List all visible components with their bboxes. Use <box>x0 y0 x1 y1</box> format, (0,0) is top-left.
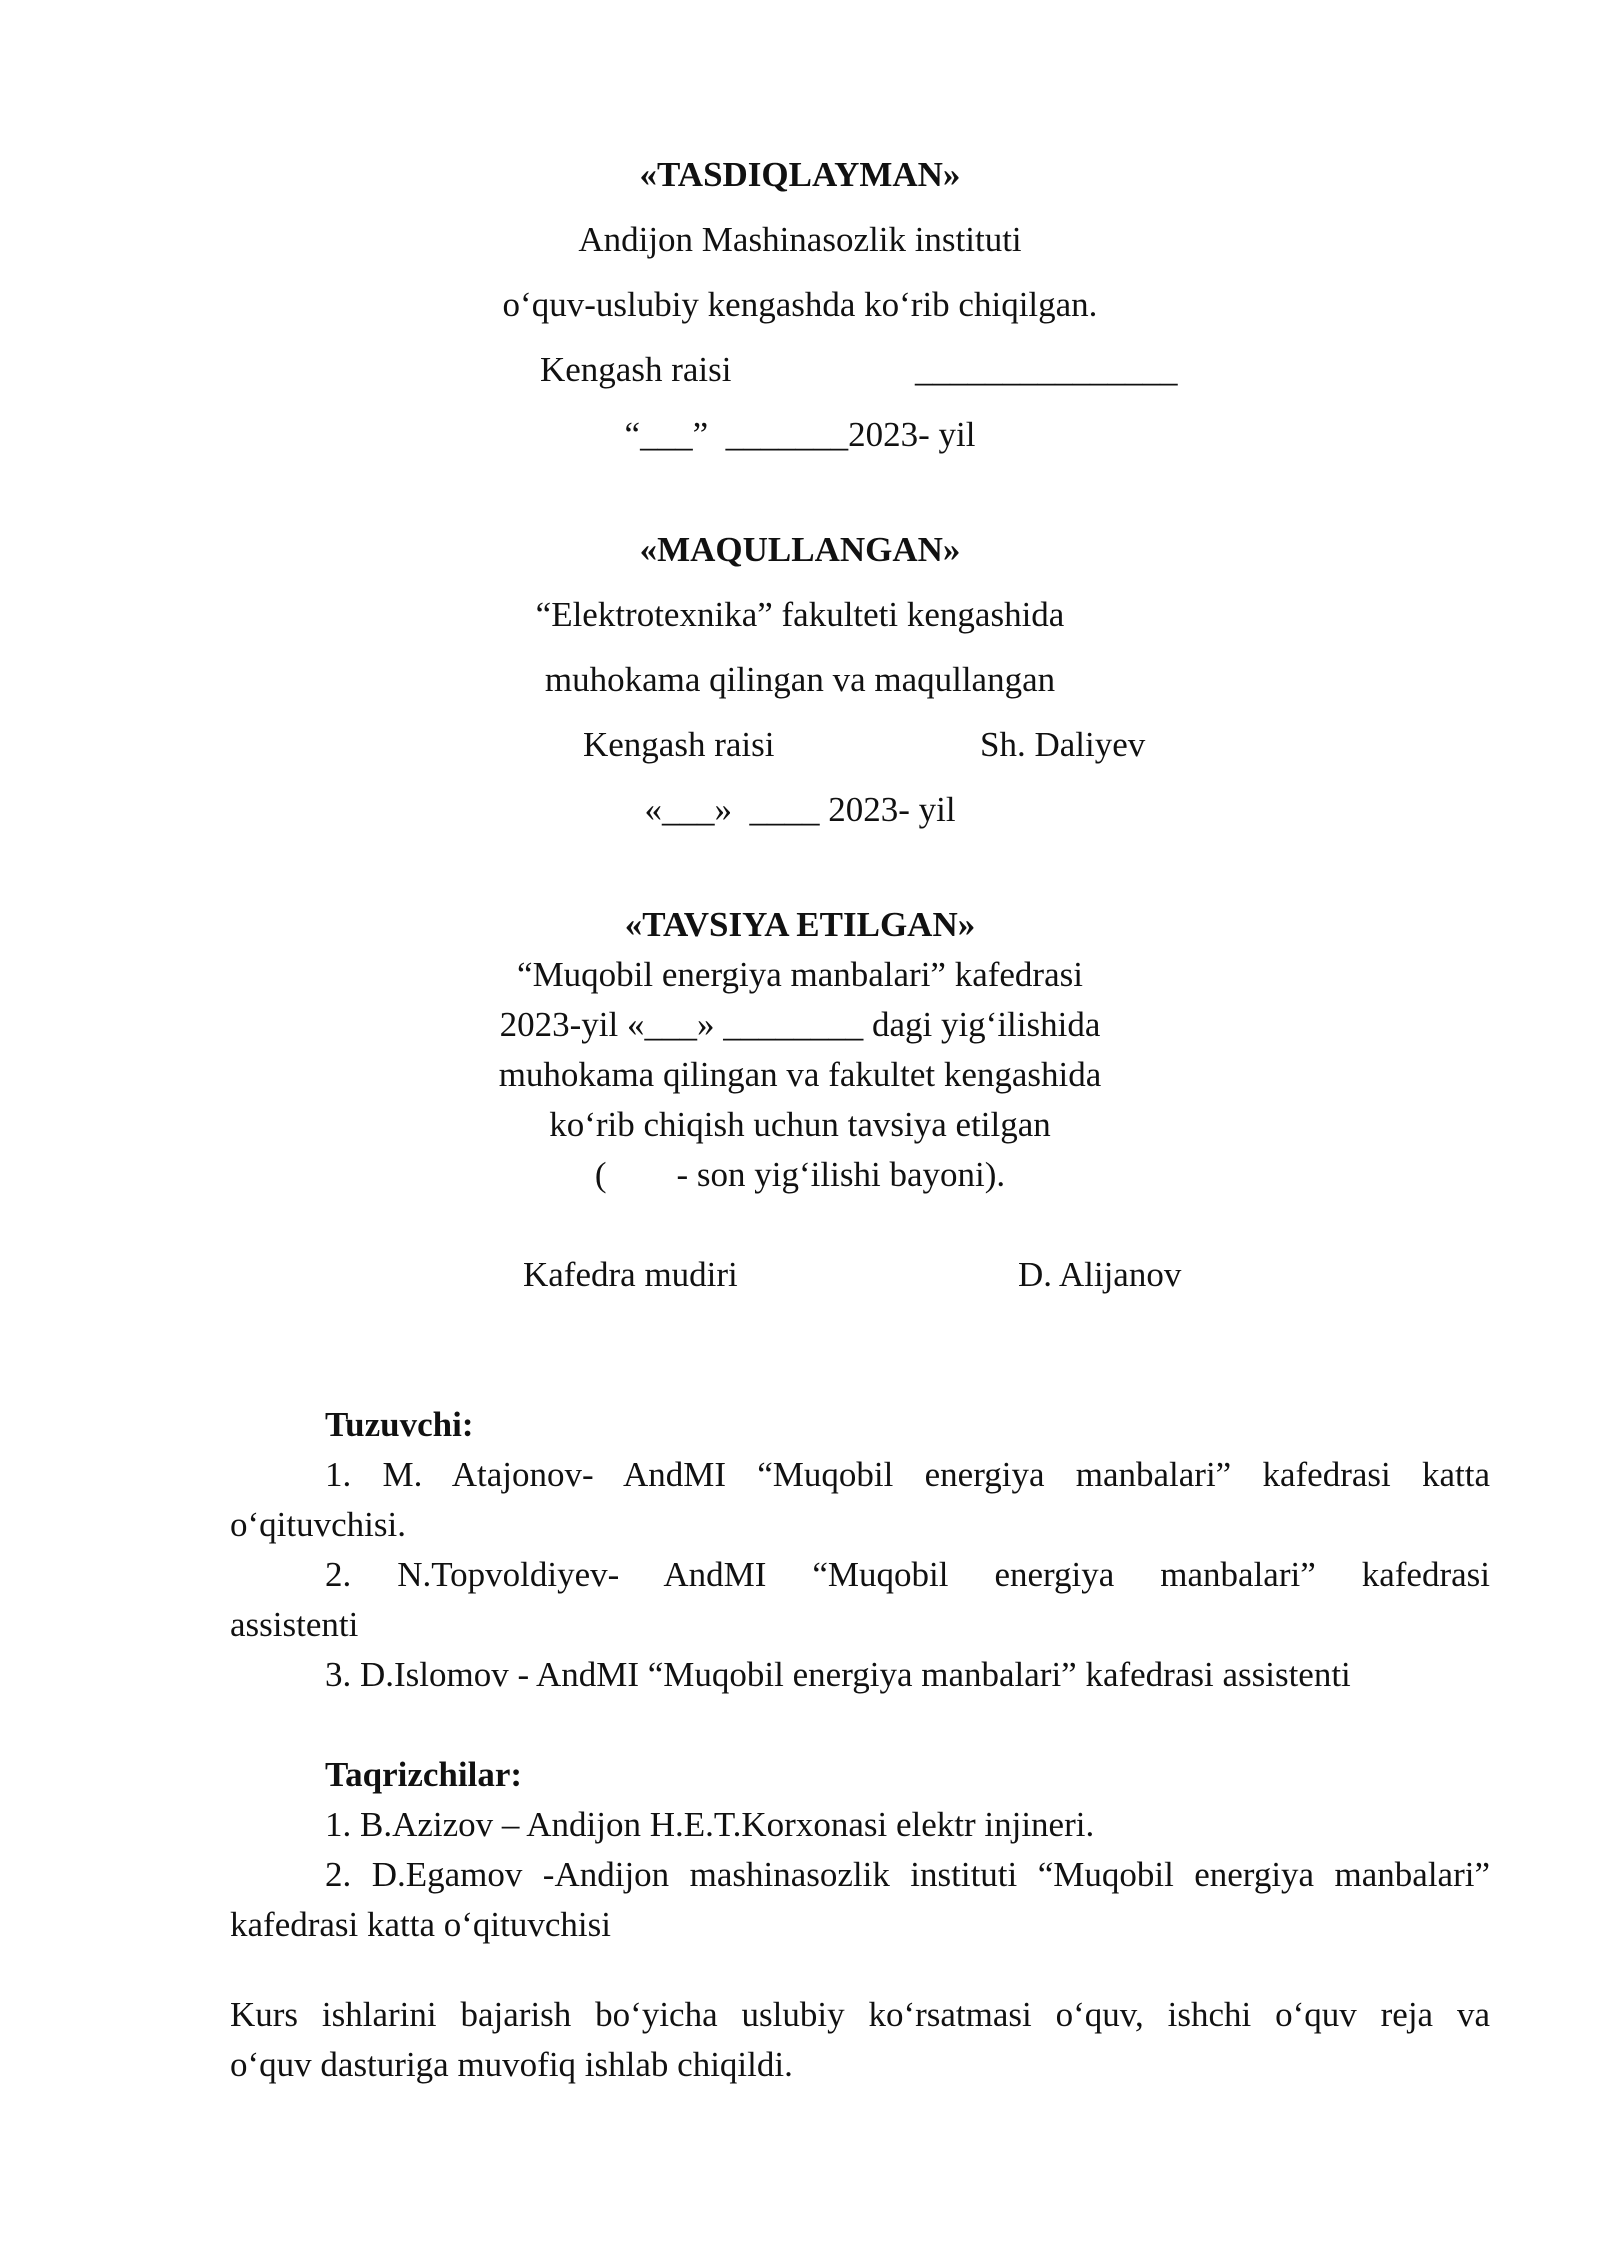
taqriz-heading: Taqrizchilar: <box>325 1755 523 1794</box>
tavsiya-line3: muhokama qilingan va fakultet kengashida <box>498 1055 1102 1094</box>
closing-line1: Kurs ishlarini bajarish bo‘yicha uslubiy ko‘rsatmasi o‘quv, ishchi o‘quv reja va <box>230 1995 1490 2034</box>
tasdiq-chair-signature-line: _______________ <box>915 350 1178 389</box>
taqriz-item2-line2: kafedrasi katta o‘qituvchisi <box>230 1905 611 1944</box>
tavsiya-head-name: D. Alijanov <box>1018 1255 1182 1294</box>
maqul-line2: muhokama qilingan va maqullangan <box>544 660 1056 699</box>
tavsiya-line4: ko‘rib chiqish uchun tavsiya etilgan <box>549 1105 1051 1144</box>
tuzuvchi-item1-line1: 1. M. Atajonov- AndMI “Muqobil energiya manbalari” kafedrasi katta <box>325 1455 1490 1494</box>
taqriz-item1: 1. B.Azizov – Andijon H.E.T.Korxonasi elektr injineri. <box>325 1805 1095 1844</box>
tuzuvchi-item2-line2: assistenti <box>230 1605 359 1644</box>
maqul-chair-name: Sh. Daliyev <box>980 725 1146 764</box>
tasdiq-line1: Andijon Mashinasozlik instituti <box>578 220 1022 259</box>
tuzuvchi-item2-line1: 2. N.Topvoldiyev- AndMI “Muqobil energiya manbalari” kafedrasi <box>325 1555 1490 1594</box>
tasdiq-date-line: “___” _______2023- yil <box>624 415 976 454</box>
tasdiq-heading: «TASDIQLAYMAN» <box>639 155 961 194</box>
tuzuvchi-heading: Tuzuvchi: <box>325 1405 474 1444</box>
tasdiq-line2: o‘quv-uslubiy kengashda ko‘rib chiqilgan. <box>502 285 1098 324</box>
tasdiq-chair-label: Kengash raisi <box>540 350 732 389</box>
taqriz-item2-line1: 2. D.Egamov -Andijon mashinasozlik instituti “Muqobil energiya manbalari” <box>325 1855 1490 1894</box>
tuzuvchi-item1-line2: o‘qituvchisi. <box>230 1505 406 1544</box>
maqul-date-line: «___» ____ 2023- yil <box>644 790 956 829</box>
tavsiya-line5: ( - son yig‘ilishi bayoni). <box>594 1155 1006 1194</box>
closing-line2: o‘quv dasturiga muvofiq ishlab chiqildi. <box>230 2045 793 2084</box>
maqul-heading: «MAQULLANGAN» <box>639 530 961 569</box>
tavsiya-heading: «TAVSIYA ETILGAN» <box>624 905 976 944</box>
tavsiya-line1: “Muqobil energiya manbalari” kafedrasi <box>517 955 1083 994</box>
maqul-line1: “Elektrotexnika” fakulteti kengashida <box>535 595 1065 634</box>
tuzuvchi-item3: 3. D.Islomov - AndMI “Muqobil energiya manbalari” kafedrasi assistenti <box>325 1655 1351 1694</box>
maqul-chair-label: Kengash raisi <box>583 725 775 764</box>
tavsiya-line2: 2023-yil «___» ________ dagi yig‘ilishida <box>499 1005 1101 1044</box>
tavsiya-head-label: Kafedra mudiri <box>523 1255 738 1294</box>
